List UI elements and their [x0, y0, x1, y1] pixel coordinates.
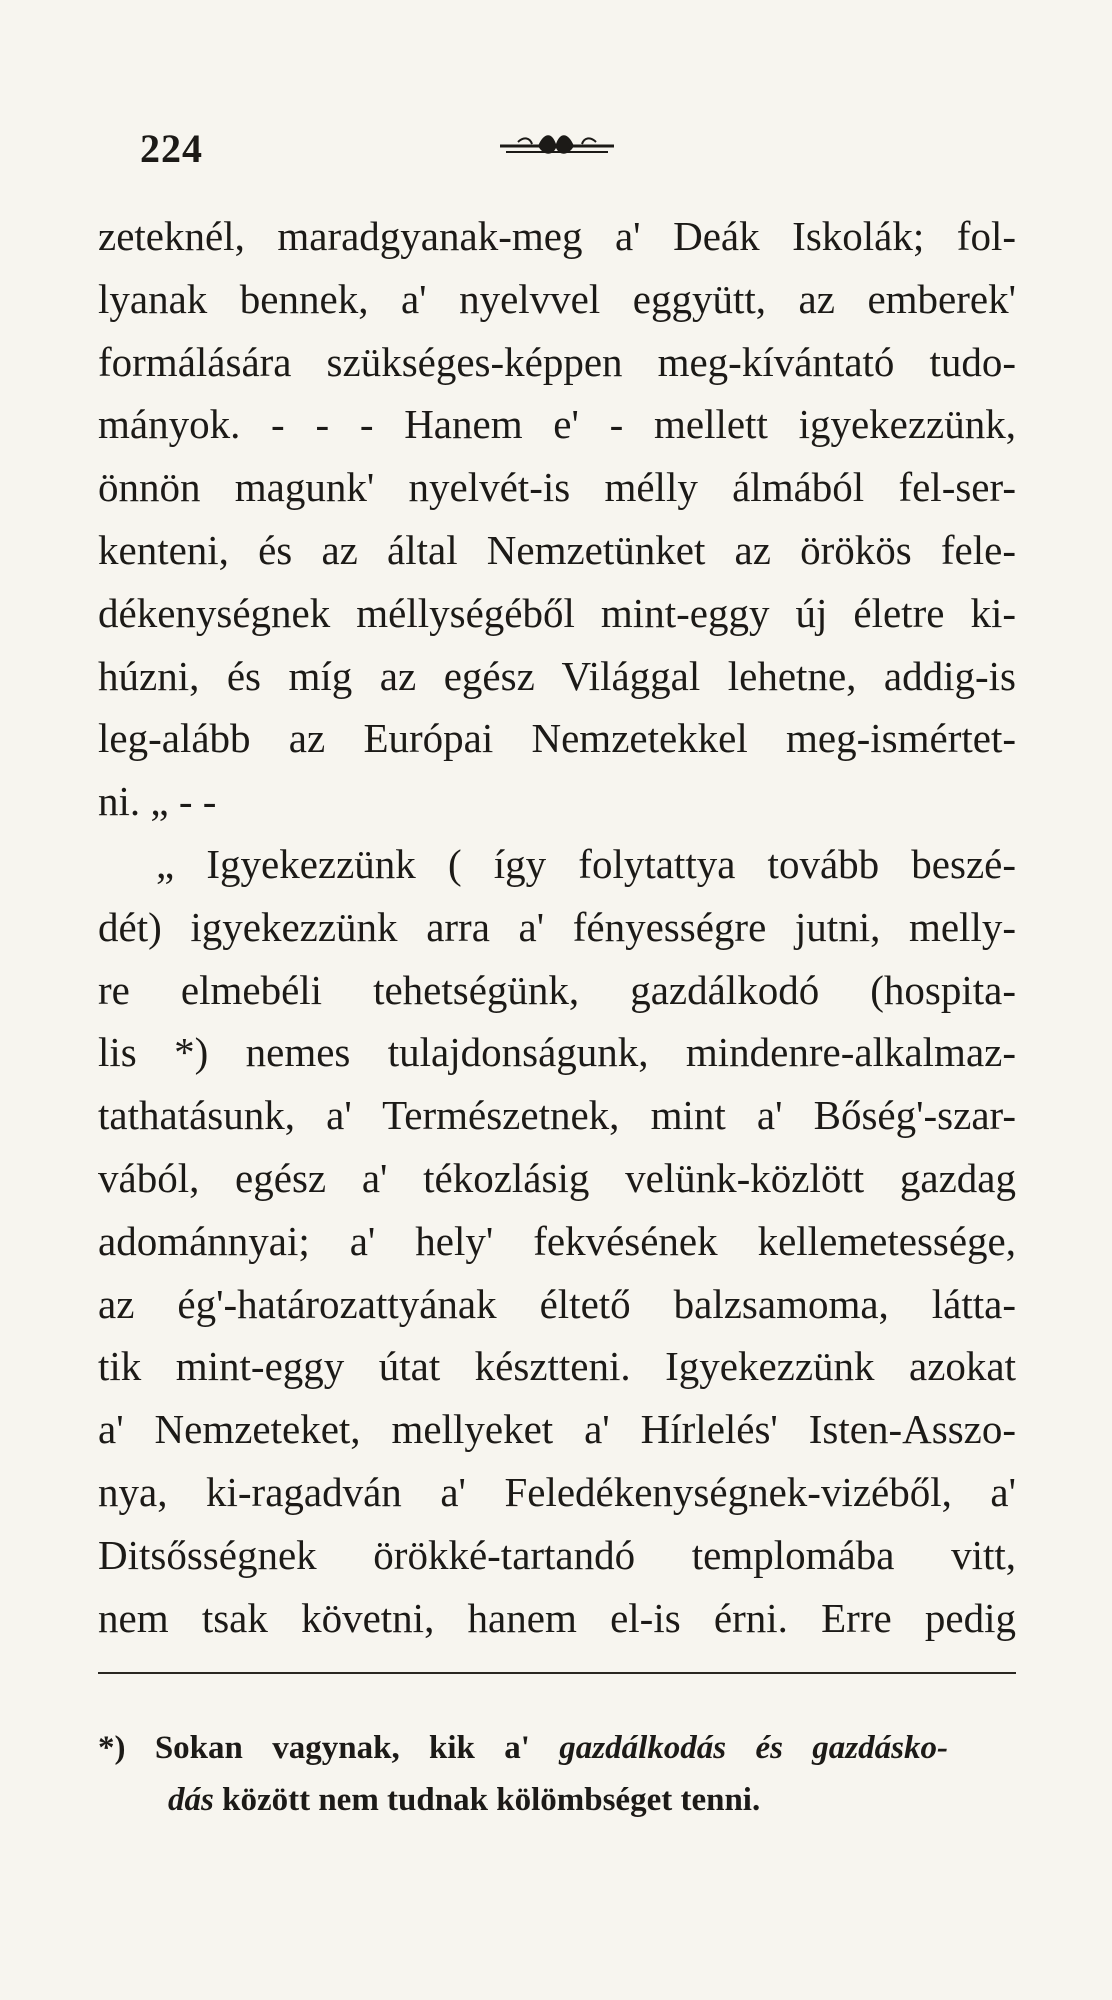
footnote-divider	[98, 1672, 1016, 1674]
text-line: Ditsősségnek örökké-tartandó templomába vitt,	[98, 1531, 1016, 1578]
text-line: formálására szükséges-képpen meg-kívántató tudo-	[98, 338, 1016, 385]
footnote-rest: között nem tudnak kölömbséget tenni.	[222, 1782, 761, 1818]
text-line: a' Nemzeteket, mellyeket a' Hírlelés' Isten-Asszo-	[98, 1406, 1016, 1453]
text-line: vából, egész a' tékozlásig velünk-közlött gazdag	[98, 1154, 1016, 1201]
footnote-italic-term: dás	[168, 1782, 214, 1818]
text-line: lis *) nemes tulajdonságunk, mindenre-alkalmaz-	[98, 1029, 1016, 1076]
text-line: mányok. - - - Hanem e' - mellett igyekezzünk,	[98, 401, 1016, 448]
text-line: zeteknél, maradgyanak-meg a' Deák Iskolák; fol-	[98, 213, 1016, 259]
text-line: ni. „ - -	[98, 778, 217, 825]
text-line: húzni, és míg az egész Világgal lehetne, addig-is	[98, 652, 1016, 699]
text-line: tik mint-eggy útat késztteni. Igyekezzünk azokat	[98, 1343, 1016, 1390]
footnote-line	[98, 1722, 948, 1774]
footnote-italic-term: gazdálkodás és gazdásko-	[559, 1730, 948, 1766]
text-line: dékenységnek méllységéből mint-eggy új életre ki-	[98, 589, 1016, 636]
text-line: leg-alább az Európai Nemzetekkel meg-ismértet-	[98, 715, 1016, 762]
footnote	[98, 1722, 948, 1826]
text-line: az ég'-határozattyának éltető balzsamoma, látta-	[98, 1280, 1016, 1327]
paragraph-first-line: „ Igyekezzünk ( így folytattya tovább beszé-	[156, 840, 1016, 887]
footnote-line	[98, 1774, 948, 1826]
text-line: tathatásunk, a' Természetnek, mint a' Bőség'-szar-	[98, 1092, 1016, 1139]
flourish-ornament-icon	[498, 130, 616, 160]
text-line: nem tsak követni, hanem el-is érni. Erre pedig	[98, 1594, 1016, 1641]
page-number: 224	[140, 126, 203, 171]
text-line: kenteni, és az által Nemzetünket az örökös fele-	[98, 526, 1016, 573]
text-line: nya, ki-ragadván a' Feledékenységnek-vizéből, a'	[98, 1468, 1016, 1515]
text-line: adománnyai; a' hely' fekvésének kellemetessége,	[98, 1217, 1016, 1264]
text-line: lyanak bennek, a' nyelvvel eggyütt, az emberek'	[98, 275, 1016, 322]
footnote-prefix: *) Sokan vagynak, kik a'	[98, 1730, 530, 1766]
text-line: önnön magunk' nyelvét-is mélly álmából fel-ser-	[98, 464, 1016, 511]
text-line: re elmebéli tehetségünk, gazdálkodó (hospita-	[98, 966, 1016, 1013]
text-line: dét) igyekezzünk arra a' fényességre jutni, melly-	[98, 903, 1016, 950]
main-text	[98, 205, 1016, 1649]
